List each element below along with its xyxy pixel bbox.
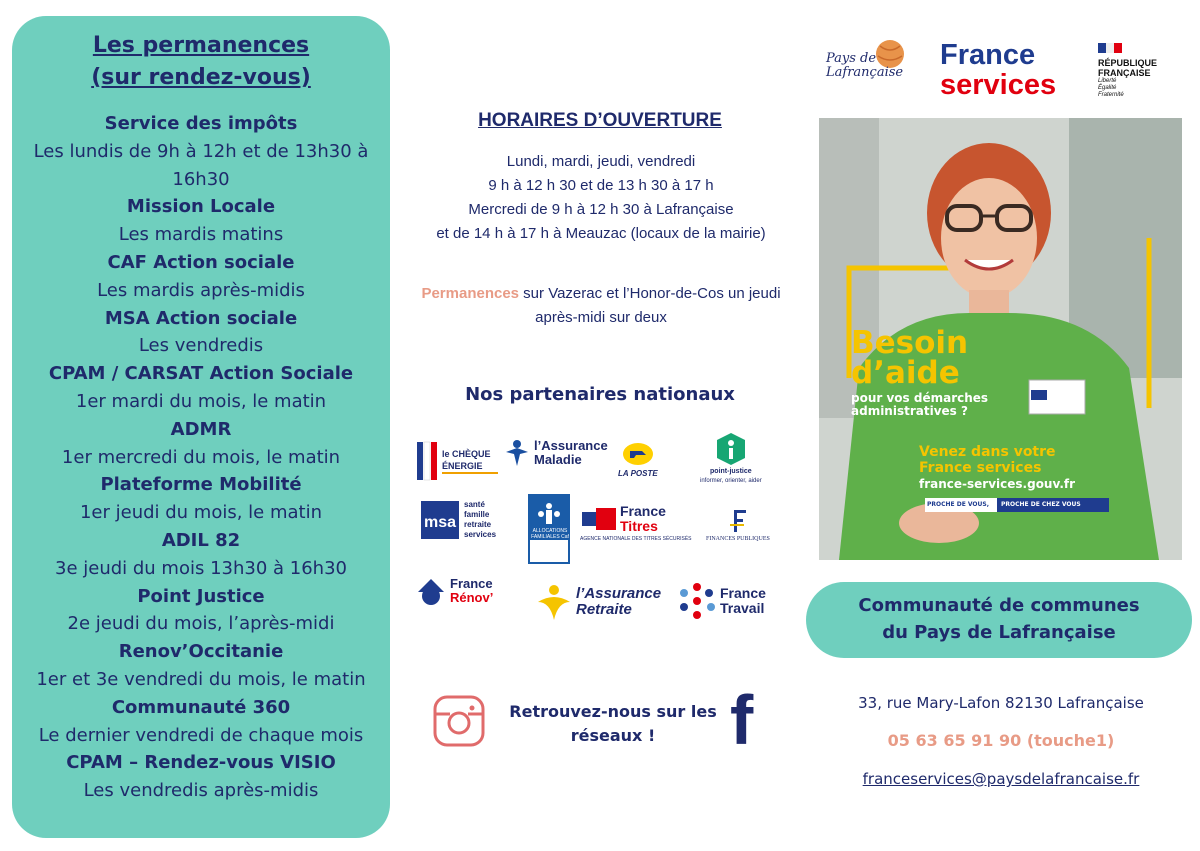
msa-text: santé famille retraite services [464, 500, 497, 539]
pays-lafrancaise-logo [826, 36, 910, 96]
assurance-maladie-icon [504, 438, 530, 468]
france-services-line1: France [940, 39, 1036, 71]
address: 33, rue Mary-Lafon 82130 Lafrançaise [858, 694, 1144, 712]
permanences-note-text: sur Vazerac et l’Honor-de-Cos un jeudi après-midi sur deux [519, 285, 781, 326]
service-schedule: 3e jeudi du mois 13h30 à 16h30 [55, 557, 347, 579]
france-services-poster [819, 118, 1182, 560]
republique-line1: RÉPUBLIQUE [1098, 58, 1158, 68]
point-justice-logo [700, 432, 762, 485]
poster-tag-1: PROCHE DE VOUS, [927, 501, 990, 508]
list-item [12, 749, 390, 805]
permanences-list [12, 110, 390, 805]
point-justice-subtext: informer, orienter, aider [700, 478, 762, 484]
permanences-note [420, 282, 782, 330]
france-travail-line2: Travail [720, 600, 765, 616]
service-schedule: Les vendredis après-midis [83, 780, 319, 802]
service-name: ADIL 82 [161, 529, 241, 551]
opening-hours-title: HORAIRES D’OUVERTURE [478, 110, 722, 131]
france-travail-icon [678, 582, 716, 620]
list-item [12, 110, 390, 193]
finances-publiques-text: FINANCES PUBLIQUES [706, 536, 770, 542]
cheque-energie-icon [416, 440, 438, 482]
la-poste-text: LA POSTE [618, 469, 658, 478]
service-schedule: 1er jeudi du mois, le matin [79, 502, 323, 524]
service-name: CAF Action sociale [107, 251, 295, 273]
permanences-note-accent: Permanences [421, 285, 520, 302]
france-travail-logo [678, 582, 766, 620]
marianne-flag-icon [1098, 43, 1124, 53]
opening-hours-lines [430, 150, 772, 246]
service-name: CPAM – Rendez-vous VISIO [66, 752, 336, 774]
service-schedule: 1er mardi du mois, le matin [75, 390, 327, 412]
partners-title: Nos partenaires nationaux [465, 384, 735, 405]
service-schedule: Les lundis de 9h à 12h et de 13h30 à 16h30 [33, 140, 369, 190]
assurance-maladie-logo [504, 438, 608, 468]
list-item [12, 694, 390, 750]
assurance-retraite-line2: Retraite [576, 601, 632, 618]
france-services-logo [940, 40, 1056, 100]
republique-line2: FRANÇAISE [1098, 68, 1151, 78]
poster-headline-1: Besoin [851, 325, 969, 361]
phone-number[interactable]: 05 63 65 91 90 (touche1) [887, 731, 1115, 750]
cheque-energie-logo [416, 440, 498, 482]
france-renov-line1: France [450, 576, 493, 591]
poster-cta-2: France services [919, 460, 1042, 476]
france-titres-subtext: AGENCE NATIONALE DES TITRES SÉCURISÉS [580, 536, 692, 542]
service-schedule: Les mardis matins [118, 224, 284, 246]
facebook-icon[interactable]: f [730, 681, 754, 759]
france-services-line2: services [940, 69, 1057, 101]
msa-icon [420, 500, 460, 540]
service-schedule: Les mardis après-midis [97, 279, 305, 301]
france-titres-icon [582, 506, 616, 532]
pays-lafrancaise-text: Pays de Lafrançaise [826, 51, 904, 80]
la-poste-logo [618, 442, 658, 480]
point-justice-text: point-justice [710, 468, 752, 475]
service-name: Service des impôts [104, 113, 298, 134]
hours-line: et de 14 h à 17 h à Meauzac (locaux de la mairie) [436, 225, 766, 242]
list-item [12, 305, 390, 361]
hours-line: Lundi, mardi, jeudi, vendredi [506, 153, 696, 170]
poster-headline-2: d’aide [851, 355, 960, 391]
poster-cta-1: Venez dans votre [919, 444, 1056, 460]
middle-column [400, 0, 800, 851]
service-name: Mission Locale [126, 196, 276, 218]
assurance-retraite-logo [536, 582, 661, 622]
poster-tag-2: PROCHE DE CHEZ VOUS [1001, 501, 1081, 508]
social-text: Retrouvez-nous sur les réseaux ! [509, 702, 717, 745]
service-name: Point Justice [137, 585, 265, 607]
finances-publiques-logo [706, 508, 770, 542]
list-item [12, 527, 390, 583]
svg-text:msa: msa [423, 514, 457, 531]
service-schedule: 1er mercredi du mois, le matin [61, 446, 341, 468]
hours-line: 9 h à 12 h 30 et de 13 h 30 à 17 h [488, 177, 714, 194]
assurance-retraite-icon [536, 582, 572, 622]
france-titres-line1: France [620, 503, 666, 519]
list-item [12, 638, 390, 694]
list-item [12, 249, 390, 305]
caf-logo [528, 494, 570, 564]
france-titres-line2: Titres [620, 518, 658, 534]
france-travail-line1: France [720, 585, 766, 601]
cheque-energie-text: le CHÈQUE ÉNERGIE [442, 448, 498, 474]
permanences-title-line2: (sur rendez-vous) [91, 65, 311, 90]
service-schedule: 1er et 3e vendredi du mois, le matin [36, 668, 366, 690]
la-poste-icon [622, 442, 654, 466]
service-name: CPAM / CARSAT Action Sociale [48, 363, 354, 385]
msa-logo [420, 500, 512, 540]
instagram-icon[interactable] [432, 694, 486, 748]
service-schedule: Les vendredis [138, 335, 264, 357]
community-line1: Communauté de communes [858, 595, 1140, 616]
france-renov-line2: Rénov’ [450, 590, 494, 605]
france-renov-icon [416, 576, 446, 606]
caf-text: ALLOCATIONS FAMILIALES Caf de Tarn-et-Garonne [531, 528, 569, 552]
list-item [12, 360, 390, 416]
right-column [806, 0, 1200, 851]
permanences-title-line1: Les permanences [92, 33, 310, 58]
community-line2: du Pays de Lafrançaise [882, 622, 1116, 643]
list-item [12, 416, 390, 472]
service-name: MSA Action sociale [104, 307, 298, 329]
list-item [12, 471, 390, 527]
permanences-panel [12, 16, 390, 838]
poster-url: france-services.gouv.fr [919, 477, 1076, 491]
service-name: Renov’Occitanie [118, 641, 284, 663]
point-justice-icon [715, 432, 747, 466]
poster-subline-1: pour vos démarches [851, 391, 989, 405]
poster-subline-2: administratives ? [851, 404, 968, 418]
list-item [12, 193, 390, 249]
service-name: Plateforme Mobilité [100, 474, 302, 496]
finances-publiques-icon [728, 508, 748, 534]
service-name: Communauté 360 [111, 696, 291, 718]
assurance-retraite-line1: l’Assurance [576, 585, 662, 602]
hours-line: Mercredi de 9 h à 12 h 30 à Lafrançaise [468, 201, 734, 218]
republique-motto: Liberté Égalité Fraternité [1098, 78, 1124, 98]
list-item [12, 583, 390, 639]
email-link[interactable]: franceservices@paysdelafrancaise.fr [862, 770, 1140, 788]
assurance-maladie-text: l’Assurance Maladie [534, 438, 608, 467]
france-titres-logo [582, 504, 666, 534]
france-renov-logo [416, 576, 493, 606]
service-schedule: Le dernier vendredi de chaque mois [38, 724, 364, 746]
service-schedule: 2e jeudi du mois, l’après-midi [67, 613, 335, 635]
service-name: ADMR [170, 418, 232, 440]
republique-francaise-logo [1098, 40, 1157, 99]
community-pill [806, 582, 1192, 658]
